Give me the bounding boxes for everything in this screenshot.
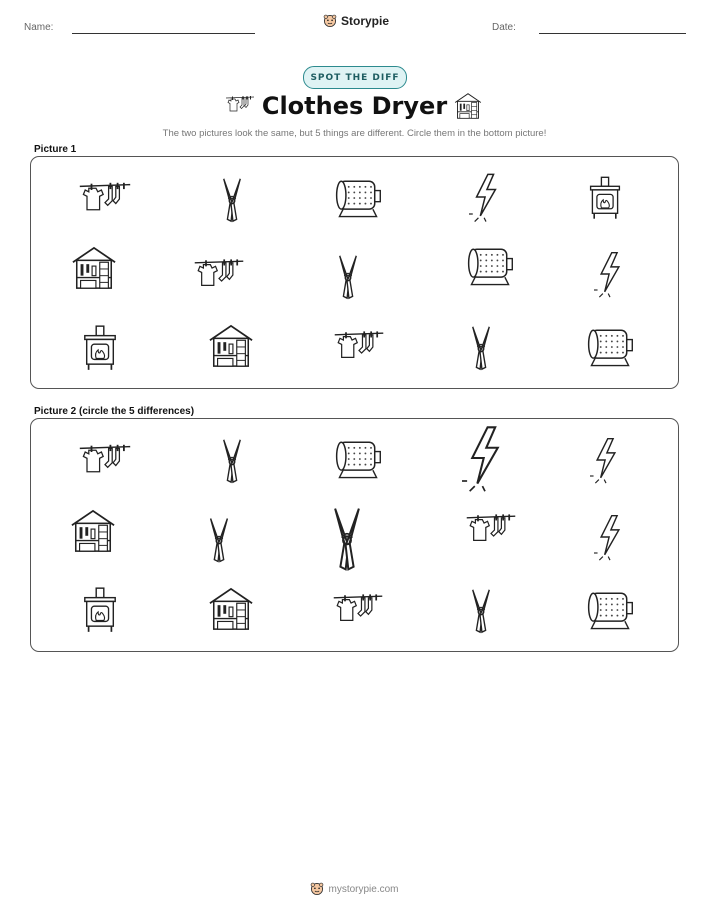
clothespin-icon[interactable] xyxy=(218,438,246,484)
clothesline-icon xyxy=(78,181,132,217)
picture-2-label: Picture 2 (circle the 5 differences) xyxy=(34,406,195,417)
picture-1-label: Picture 1 xyxy=(34,144,77,155)
page-title: Clothes Dryer xyxy=(261,92,448,120)
name-label: Name: xyxy=(24,22,54,33)
laundry-shed-icon xyxy=(454,92,482,120)
dryer-drum-icon[interactable] xyxy=(332,438,384,480)
date-line[interactable] xyxy=(539,33,686,34)
clothesline-icon xyxy=(193,257,245,293)
clothesline-icon[interactable] xyxy=(78,443,132,479)
brand-logo xyxy=(323,14,389,28)
clothespin-icon xyxy=(218,177,246,223)
lightning-icon xyxy=(469,172,503,222)
brand-name: Storypie xyxy=(341,14,390,28)
name-line[interactable] xyxy=(72,33,255,34)
stove-icon[interactable] xyxy=(81,586,119,634)
lightning-icon-large[interactable] xyxy=(462,424,508,492)
dryer-drum-icon[interactable] xyxy=(584,588,636,632)
laundry-shed-icon xyxy=(71,245,117,291)
lightning-icon xyxy=(594,250,626,298)
storypie-mascot-icon xyxy=(323,14,337,28)
lightning-icon[interactable] xyxy=(594,513,626,561)
clothespin-icon xyxy=(467,325,495,371)
storypie-mascot-icon xyxy=(310,882,324,896)
spot-the-diff-badge: SPOT THE DIFF xyxy=(303,66,407,89)
footer xyxy=(0,882,709,896)
clothespin-icon-large[interactable] xyxy=(327,506,367,572)
lightning-icon[interactable] xyxy=(590,436,622,484)
clothesline-icon xyxy=(333,329,385,365)
stove-icon xyxy=(81,324,119,372)
clothespin-icon xyxy=(334,254,362,300)
dryer-drum-icon xyxy=(332,177,384,219)
clothesline-icon[interactable] xyxy=(332,592,384,628)
dryer-drum-icon xyxy=(584,325,636,369)
clothespin-icon[interactable] xyxy=(205,515,233,565)
stove-icon xyxy=(587,175,623,221)
dryer-drum-icon xyxy=(464,244,516,288)
laundry-shed-icon[interactable] xyxy=(70,508,116,554)
instructions: The two pictures look the same, but 5 things are different. Circle them in the bottom picture! xyxy=(162,128,547,139)
clothespin-icon[interactable] xyxy=(467,588,495,634)
laundry-shed-icon xyxy=(208,323,254,369)
laundry-shed-icon[interactable] xyxy=(208,586,254,632)
footer-site: mystorypie.com xyxy=(328,883,399,895)
date-label: Date: xyxy=(492,22,516,33)
clothesline-icon[interactable] xyxy=(465,512,517,548)
